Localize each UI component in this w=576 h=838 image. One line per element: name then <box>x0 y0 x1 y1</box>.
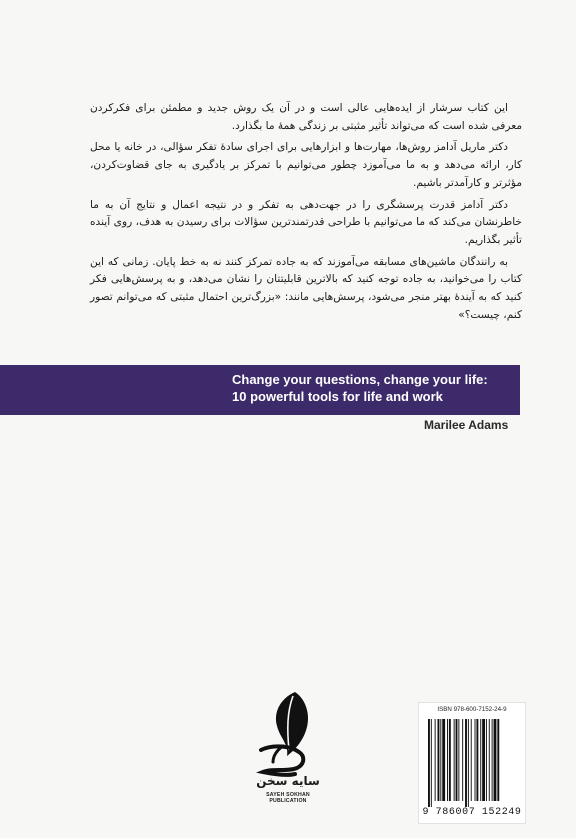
barcode-bar <box>482 719 485 801</box>
barcode-bar <box>438 719 440 801</box>
barcode-bar <box>435 719 436 801</box>
barcode-bar <box>462 719 463 801</box>
barcode <box>427 719 519 807</box>
book-title-line-2: 10 powerful tools for life and work <box>232 389 443 404</box>
barcode-bar <box>486 719 487 801</box>
barcode-bar <box>447 719 448 801</box>
publisher-name-en-line-2: PUBLICATION <box>269 798 307 805</box>
blurb-paragraph: به رانندگان ماشین‌های مسابقه می‌آموزند که به جاده تمرکز کنند نه به خط پایان. زمانی که این کتاب را می‌خوانید، به جاده توجه کنید که بالاترین قابلیتتان را نشان می‌دهد، و به پرسش‌هایی فکر کنید که به آیندهٔ بهتر منجر می‌شود، پرسش‌هایی مانند: «بزرگ‌ترین احتمال مثبتی که می‌توانم تصور کنم، چیست؟» <box>90 255 522 321</box>
barcode-bar <box>480 719 481 801</box>
barcode-bar <box>468 719 469 807</box>
barcode-bar <box>456 719 458 801</box>
barcode-bar <box>471 719 472 801</box>
blurb-paragraph: این کتاب سرشار از ایده‌هایی عالی است و در آن یک روش جدید و مطمئن برای فکرکردن معرفی شده است که می‌تواند تأثیر مثبتی بر زندگی همهٔ ما بگذارد. <box>90 102 522 132</box>
author-name: Marilee Adams <box>424 418 509 432</box>
barcode-bar <box>442 719 445 801</box>
barcode-bar <box>458 719 459 801</box>
barcode-bar <box>454 719 455 801</box>
publisher-name-en <box>248 792 328 805</box>
blurb-text <box>90 100 522 328</box>
barcode-bar <box>449 719 451 801</box>
barcode-bar <box>465 719 467 807</box>
publisher-name-en-line-1: SAYEH SOKHAN <box>266 792 310 798</box>
publisher-name-fa: سایه سخن <box>256 774 320 788</box>
isbn-label: ISBN 978-600-7152-24-9 <box>437 706 507 713</box>
barcode-bar <box>428 719 430 807</box>
isbn-barcode-box <box>418 702 526 824</box>
barcode-bar <box>475 719 476 801</box>
blurb-paragraph: دکتر آدامز قدرت پرسشگری را در جهت‌دهی به تفکر و در نتیجه اعمال و نتایج آن به ما خاطرنشان می‌کند که ما می‌توانیم با طراحی قدرتمندترین سؤالات برای رسیدن به هدف، روی آینده تأثیر بگذاریم. <box>90 198 522 246</box>
barcode-bar <box>476 719 478 801</box>
barcode-bar <box>431 719 432 807</box>
title-band <box>0 365 520 415</box>
barcode-bar <box>489 719 490 801</box>
barcode-bar <box>440 719 441 801</box>
barcode-bar <box>497 719 499 801</box>
barcode-bar <box>494 719 497 801</box>
barcode-bar <box>492 719 493 801</box>
blurb-paragraph: دکتر ماریل آدامز روش‌ها، مهارت‌ها و ابزارهایی برای اجرای سادهٔ تفکر سؤالی، در خانه یا محل کار، ارائه می‌دهد و به ما می‌آموزد چطور می‌توانیم با تمرکز بر یادگیری به جای قضاوت‌کردن، مؤثرتر و کارآمدتر باشیم. <box>90 141 522 189</box>
feather-quill-icon <box>243 686 333 806</box>
barcode-digits: 9 786007 152249 <box>422 807 522 818</box>
book-title-line-1: Change your questions, change your life: <box>232 372 488 387</box>
